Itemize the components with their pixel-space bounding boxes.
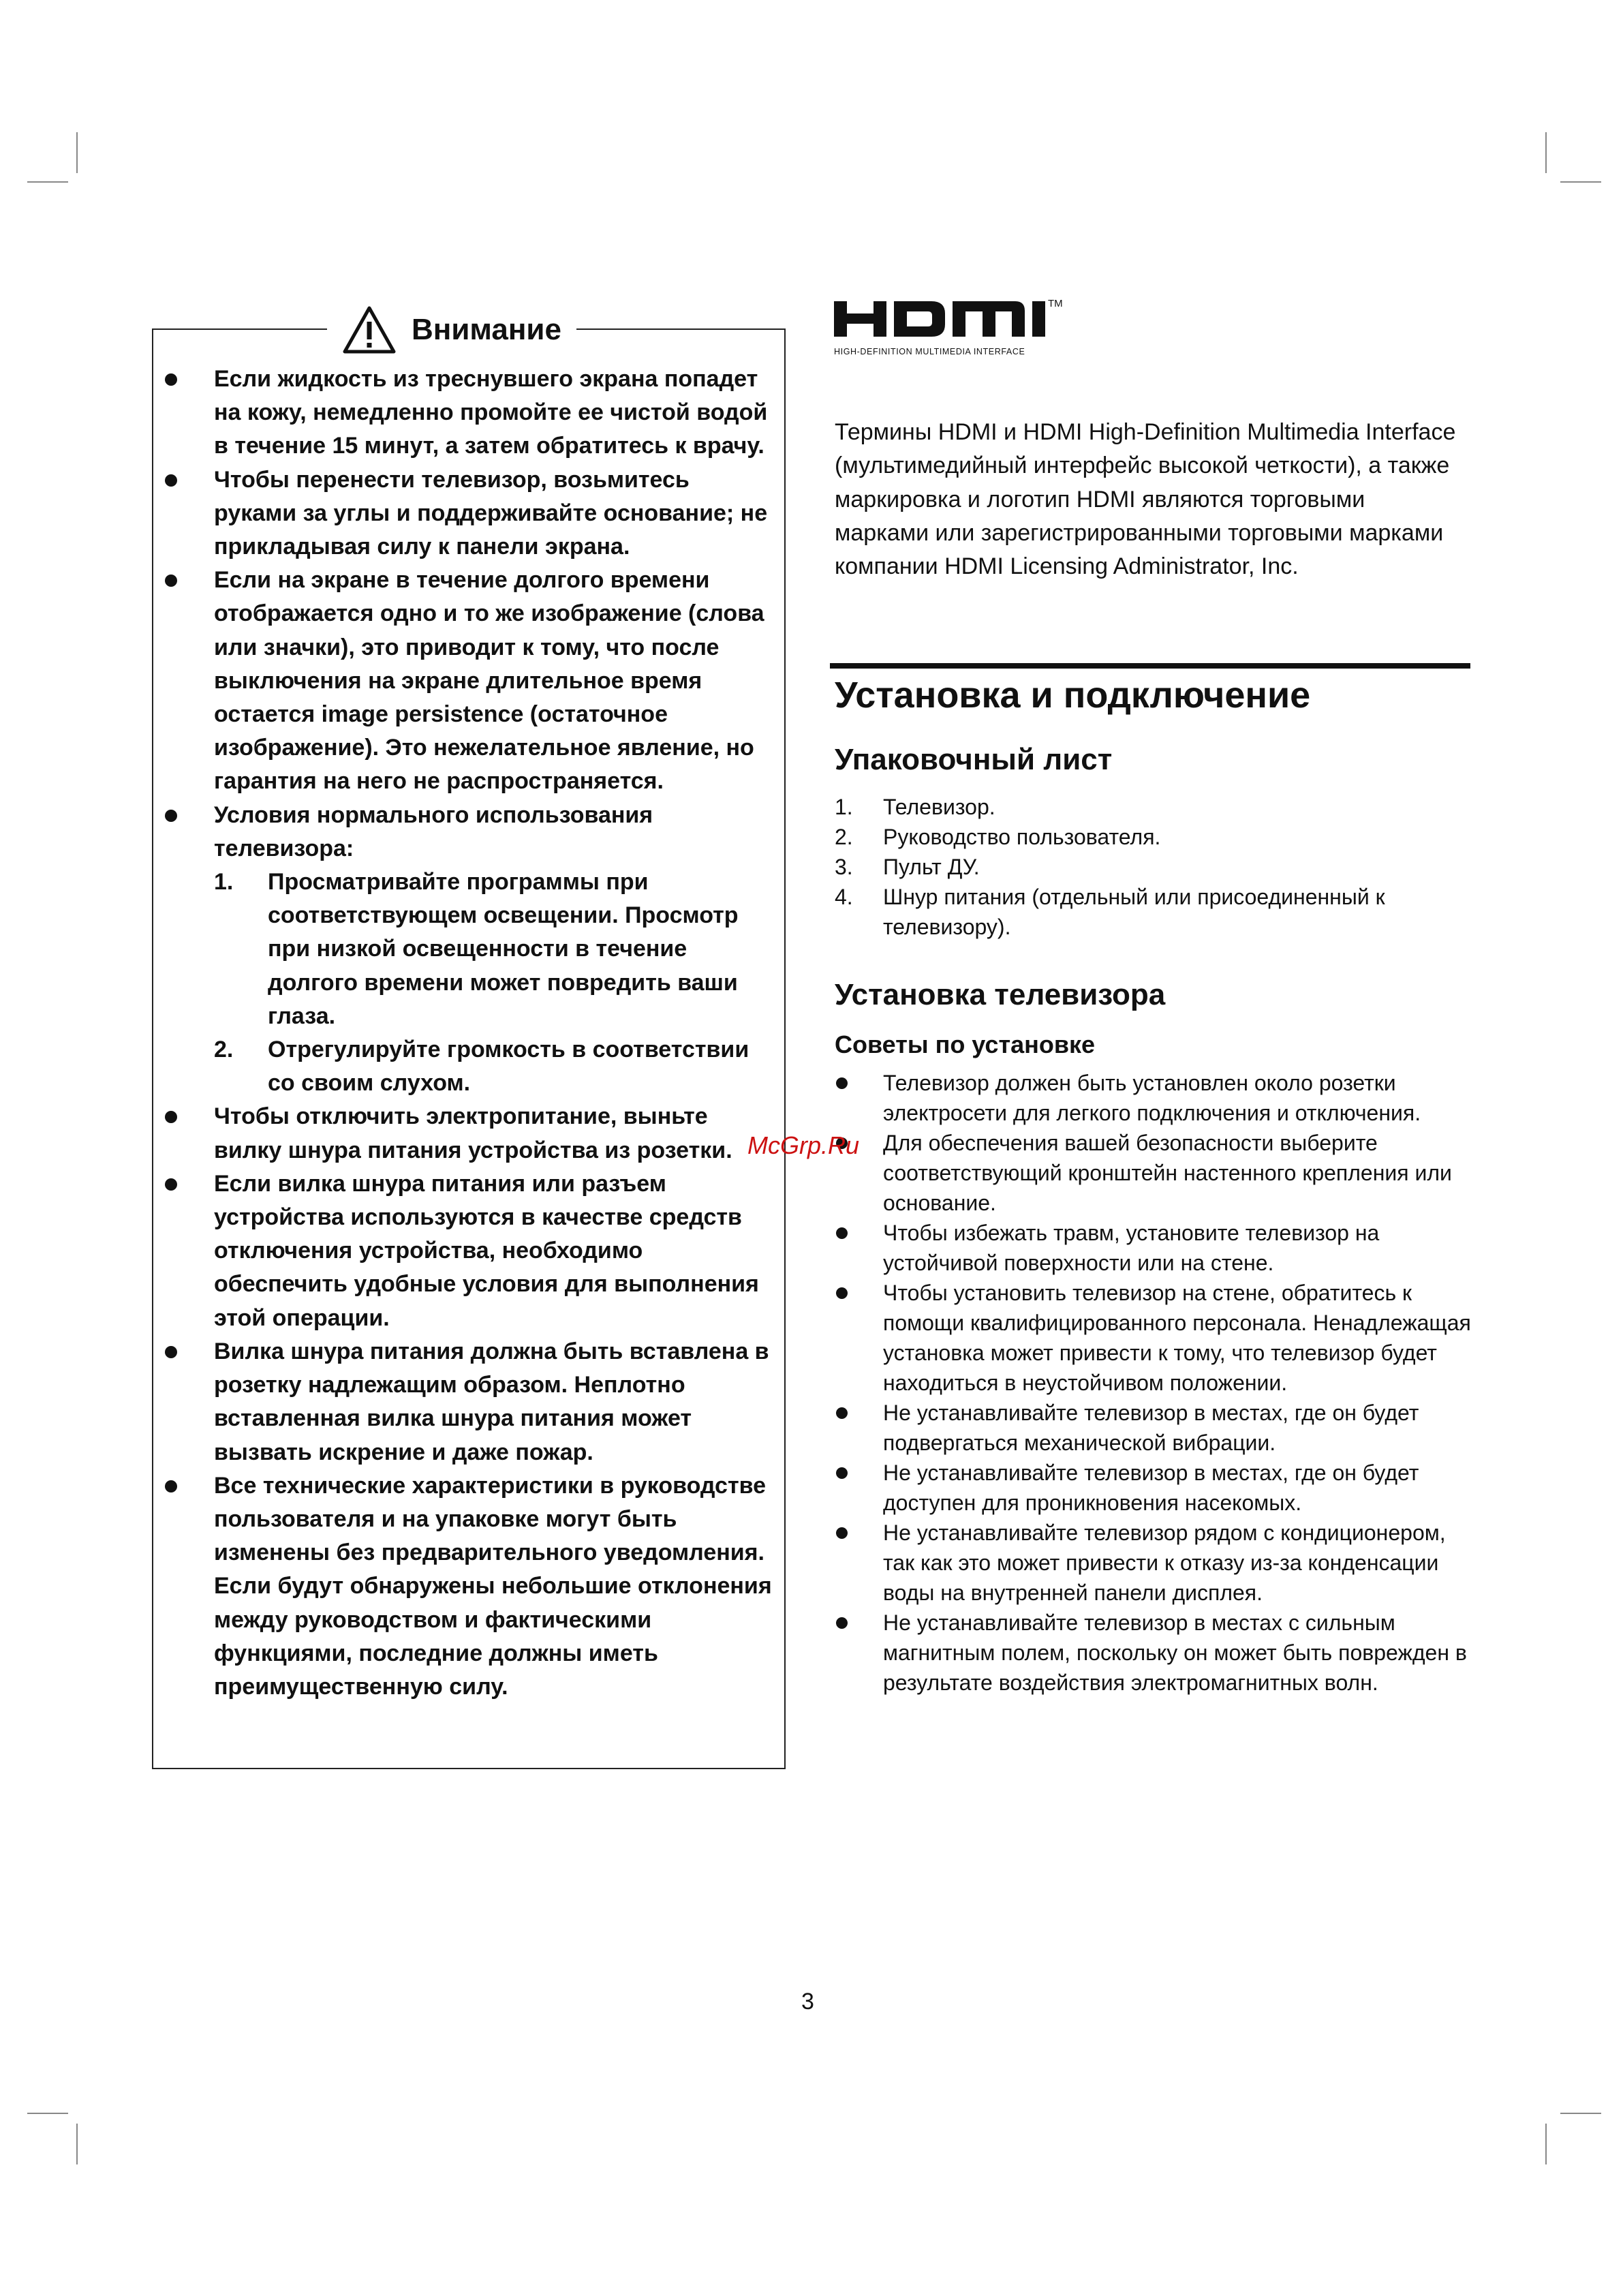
bullet-icon [836, 1227, 848, 1239]
bullet-icon [836, 1617, 848, 1629]
bullet-icon [165, 474, 177, 487]
bullet-icon [836, 1527, 848, 1539]
warning-subitem: 1. Просматривайте программы при соответствующем освещении. Просмотр при низкой освещенности в течение долгого времени может повредить ваши глаза. [214, 869, 739, 1029]
install-title: Установка телевизора [835, 978, 1166, 1011]
install-subtitle: Советы по установке [835, 1030, 1096, 1058]
bullet-icon [165, 810, 177, 822]
install-tips-list [835, 1068, 1475, 1698]
list-item: Не устанавливайте телевизор в местах с сильным магнитным полем, поскольку он может быть поврежден в результате воздействия электромагнитных волн. [835, 1608, 1475, 1698]
warning-header [327, 303, 576, 357]
section-title: Установка и подключение [835, 675, 1311, 716]
list-item: 4. Шнур питания (отдельный или присоединенный к телевизору). [835, 885, 1385, 939]
crop-mark [76, 2124, 78, 2164]
bullet-icon [165, 373, 177, 386]
list-item: 1. Телевизор. [835, 795, 995, 819]
warning-item: Если вилка шнура питания или разъем устройства используются в качестве средств отключения устройства, необходимо обеспечить удобные условия для выполнения этой операции. [164, 1167, 777, 1335]
page-number: 3 [801, 1989, 814, 2015]
bullet-icon [836, 1287, 848, 1299]
hdmi-tagline: HIGH-DEFINITION MULTIMEDIA INTERFACE [834, 347, 1025, 356]
warning-item: Чтобы перенести телевизор, возьмитесь руками за углы и поддерживайте основание; не прикладывая силу к панели экрана. [164, 463, 777, 564]
list-item: 2. Руководство пользователя. [835, 825, 1161, 849]
bullet-icon [836, 1077, 848, 1089]
crop-mark [1545, 132, 1547, 173]
bullet-icon [165, 1346, 177, 1358]
bullet-icon [836, 1467, 848, 1479]
list-item: Не устанавливайте телевизор рядом с кондиционером, так как это может привести к отказу из-за конденсации воды на внутренней панели дисплея. [835, 1518, 1475, 1608]
warning-item: Все технические характеристики в руководстве пользователя и на упаковке могут быть изменены без предварительного уведомления. Если будут обнаружены небольшие отклонения между руководством и фактическими функциями, последние должны иметь преимущественную силу. [164, 1469, 777, 1704]
watermark: McGrp.Ru [747, 1131, 860, 1159]
warning-list [164, 363, 777, 1704]
list-item: Чтобы установить телевизор на стене, обратитесь к помощи квалифицированного персонала. Ненадлежащая установка может привести к тому, что телевизор будет находиться в неустойчивом положении. [835, 1278, 1475, 1398]
list-item: Телевизор должен быть установлен около розетки электросети для легкого подключения и отключения. [835, 1068, 1475, 1128]
bullet-icon [165, 1111, 177, 1123]
section-divider [830, 663, 1470, 669]
list-item: Не устанавливайте телевизор в местах, где он будет подвергаться механической вибрации. [835, 1398, 1475, 1458]
warning-subitem: 2. Отрегулируйте громкость в соответствии со своим слухом. [214, 1037, 749, 1097]
trademark-notice: Термины HDMI и HDMI High-Definition Multimedia Interface (мультимедийный интерфейс высокой четкости), а также маркировка и логотип HDMI являются торговыми марками или зарегистрированными торговыми марками компании HDMI Licensing Administrator, Inc. [835, 419, 1456, 580]
list-item: 3. Пульт ДУ. [835, 855, 980, 879]
hdmi-logo [833, 292, 1092, 360]
bullet-icon [165, 1178, 177, 1191]
bullet-icon [165, 1480, 177, 1493]
warning-item: Если жидкость из треснувшего экрана попадет на кожу, немедленно промойте ее чистой водой в течение 15 минут, а затем обратитесь к врачу. [164, 363, 777, 463]
crop-mark [1545, 2124, 1547, 2164]
warning-item: Если на экране в течение долгого времени отображается одно и то же изображение (слова или значки), это приводит к тому, что после выключения на экране длительное время остается image persistence (остаточное изображение). Это нежелательное явление, но гарантия на него не распространяется. [164, 564, 777, 798]
bullet-icon [836, 1407, 848, 1419]
crop-mark [1560, 2113, 1601, 2114]
crop-mark [27, 2113, 68, 2114]
crop-mark [1560, 181, 1601, 183]
list-item: Не устанавливайте телевизор в местах, где он будет доступен для проникновения насекомых. [835, 1458, 1475, 1518]
packing-list-title: Упаковочный лист [835, 743, 1113, 776]
hdmi-tm: TM [1048, 298, 1063, 309]
crop-mark [27, 181, 68, 183]
list-item: Для обеспечения вашей безопасности выберите соответствующий кронштейн настенного крепления или основание. [835, 1128, 1475, 1218]
warning-item: Вилка шнура питания должна быть вставлена в розетку надлежащим образом. Неплотно вставленная вилка шнура питания может вызвать искрение и даже пожар. [164, 1335, 777, 1469]
warning-item: Условия нормального использования телевизора: [164, 799, 777, 866]
crop-mark [76, 132, 78, 173]
packing-list [835, 792, 1475, 942]
list-item: Чтобы избежать травм, установите телевизор на устойчивой поверхности или на стене. [835, 1218, 1475, 1278]
warning-triangle-icon [342, 305, 397, 354]
warning-item: Чтобы отключить электропитание, выньте вилку шнура питания устройства из розетки. [164, 1100, 777, 1167]
warning-title: Внимание [412, 313, 561, 346]
bullet-icon [165, 575, 177, 587]
